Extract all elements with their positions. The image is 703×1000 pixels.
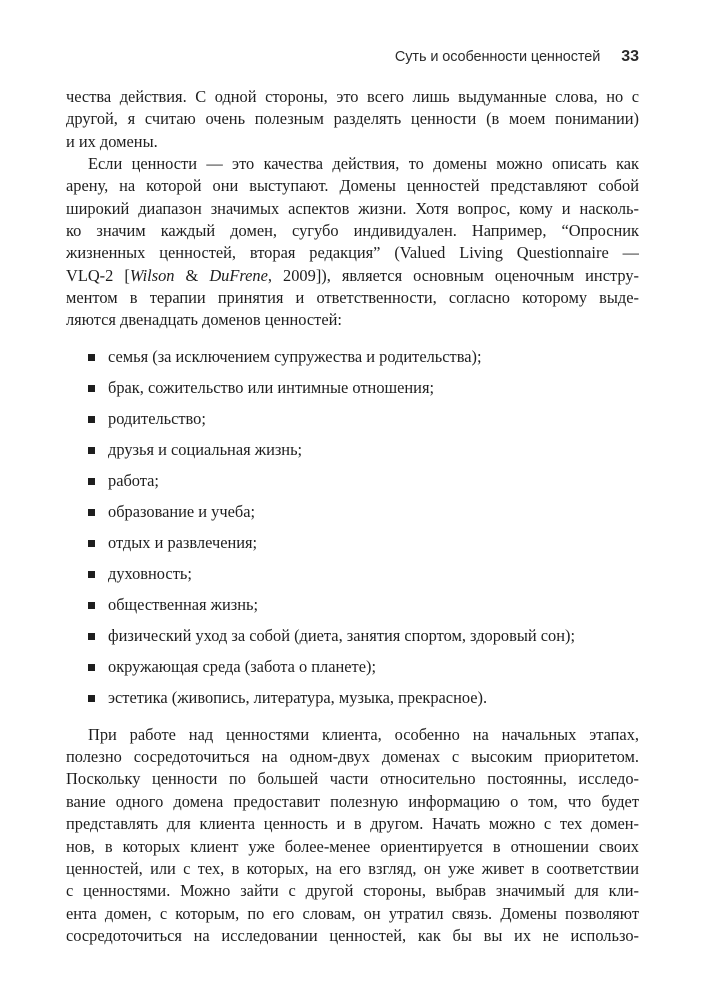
list-item <box>66 683 639 714</box>
list-item <box>66 497 639 528</box>
text-line: широкий диапазон значимых аспектов жизни. Хотя вопрос, кому и насколь- <box>66 198 639 218</box>
square-bullet-icon <box>88 633 95 640</box>
text-line: другой, я считаю очень полезным разделять ценности (в моем понимании) <box>66 109 639 129</box>
list-item-text: эстетика (живопись, литература, музыка, прекрасное). <box>108 688 488 708</box>
list-item <box>66 528 639 559</box>
list-item-text: работа; <box>108 471 159 491</box>
square-bullet-icon <box>88 416 95 423</box>
domains-list <box>66 342 639 714</box>
list-item-text: родительство; <box>108 409 206 429</box>
paragraph-working-with-values <box>66 724 639 947</box>
square-bullet-icon <box>88 571 95 578</box>
list-item-text: семья (за исключением супружества и родительства); <box>108 347 482 367</box>
page-number: 33 <box>621 48 639 65</box>
text-line: Если ценности — это качества действия, то домены можно описать как <box>88 154 639 174</box>
square-bullet-icon <box>88 478 95 485</box>
list-item-text: физический уход за собой (диета, занятия спортом, здоровый сон); <box>108 626 575 646</box>
page-body <box>66 86 639 947</box>
text-line: жизненных ценностей, вторая редакция” (Valued Living Questionnaire — <box>66 243 639 263</box>
list-item <box>66 590 639 621</box>
list-item-text: друзья и социальная жизнь; <box>108 440 303 460</box>
text-line: ента домен, с которым, по его словам, он утратил связь. Домены позволяют <box>66 903 639 923</box>
text-line: ляются двенадцать доменов ценностей: <box>66 310 342 330</box>
running-title: Суть и особенности ценностей <box>394 49 601 65</box>
text-line: При работе над ценностями клиента, особенно на начальных этапах, <box>88 724 639 744</box>
citation-ampersand: & <box>174 265 210 285</box>
square-bullet-icon <box>88 602 95 609</box>
list-item <box>66 373 639 404</box>
square-bullet-icon <box>88 540 95 547</box>
square-bullet-icon <box>88 447 95 454</box>
square-bullet-icon <box>88 695 95 702</box>
square-bullet-icon <box>88 664 95 671</box>
citation-prefix: VLQ-2 [ <box>66 265 130 285</box>
text-line: с ценностями. Можно зайти с другой стороны, выбрав значимый для кли- <box>66 881 639 901</box>
list-item-text: духовность; <box>108 564 192 584</box>
paragraph-continuation <box>66 86 639 153</box>
text-line: ко значим каждый домен, сугубо индивидуален. Например, “Опросник <box>66 221 639 241</box>
citation-line <box>66 265 639 287</box>
text-line: арену, на которой они выступают. Домены ценностей представляют собой <box>66 176 639 196</box>
list-item <box>66 559 639 590</box>
list-item-text: окружающая среда (забота о планете); <box>108 657 377 677</box>
list-item <box>66 652 639 683</box>
list-item <box>66 342 639 373</box>
text-line: полезно сосредоточиться на одном-двух доменах с высоким приоритетом. <box>66 747 639 767</box>
text-line: ментом в терапии принятия и ответственности, согласно которому выде- <box>66 288 639 308</box>
running-head <box>395 48 639 70</box>
list-item <box>66 621 639 652</box>
text-line: чества действия. С одной стороны, это всего лишь выдуманные слова, но с <box>66 87 639 106</box>
text-line: сосредоточиться на исследовании ценностей, как бы вы их не использо- <box>66 925 639 945</box>
square-bullet-icon <box>88 354 95 361</box>
paragraph-domains-intro <box>66 153 639 332</box>
list-item-text: общественная жизнь; <box>108 595 259 615</box>
citation-suffix: , 2009]), является основным оценочным инстру- <box>267 265 639 285</box>
square-bullet-icon <box>88 385 95 392</box>
text-line: ценностей, или с тех, в которых, на его взгляд, он уже живет в соответствии <box>66 858 639 878</box>
text-line: Поскольку ценности по большей части относительно постоянны, исследо- <box>66 769 639 789</box>
citation-author: Wilson <box>129 265 175 285</box>
citation-author: DuFrene <box>209 265 268 285</box>
list-item <box>66 466 639 497</box>
list-item-text: образование и учеба; <box>108 502 256 522</box>
list-item <box>66 435 639 466</box>
list-item-text: отдых и развлечения; <box>108 533 258 553</box>
text-line: представлять для клиента ценность и в другом. Начать можно с тех домен- <box>66 814 639 834</box>
square-bullet-icon <box>88 509 95 516</box>
list-item-text: брак, сожительство или интимные отношения; <box>108 378 435 398</box>
text-line: и их домены. <box>66 131 158 151</box>
text-line: нов, в которых клиент уже более-менее ориентируется в отношении своих <box>66 836 639 856</box>
text-line: вание одного домена предоставит полезную информацию о том, что будет <box>66 791 639 811</box>
list-item <box>66 404 639 435</box>
